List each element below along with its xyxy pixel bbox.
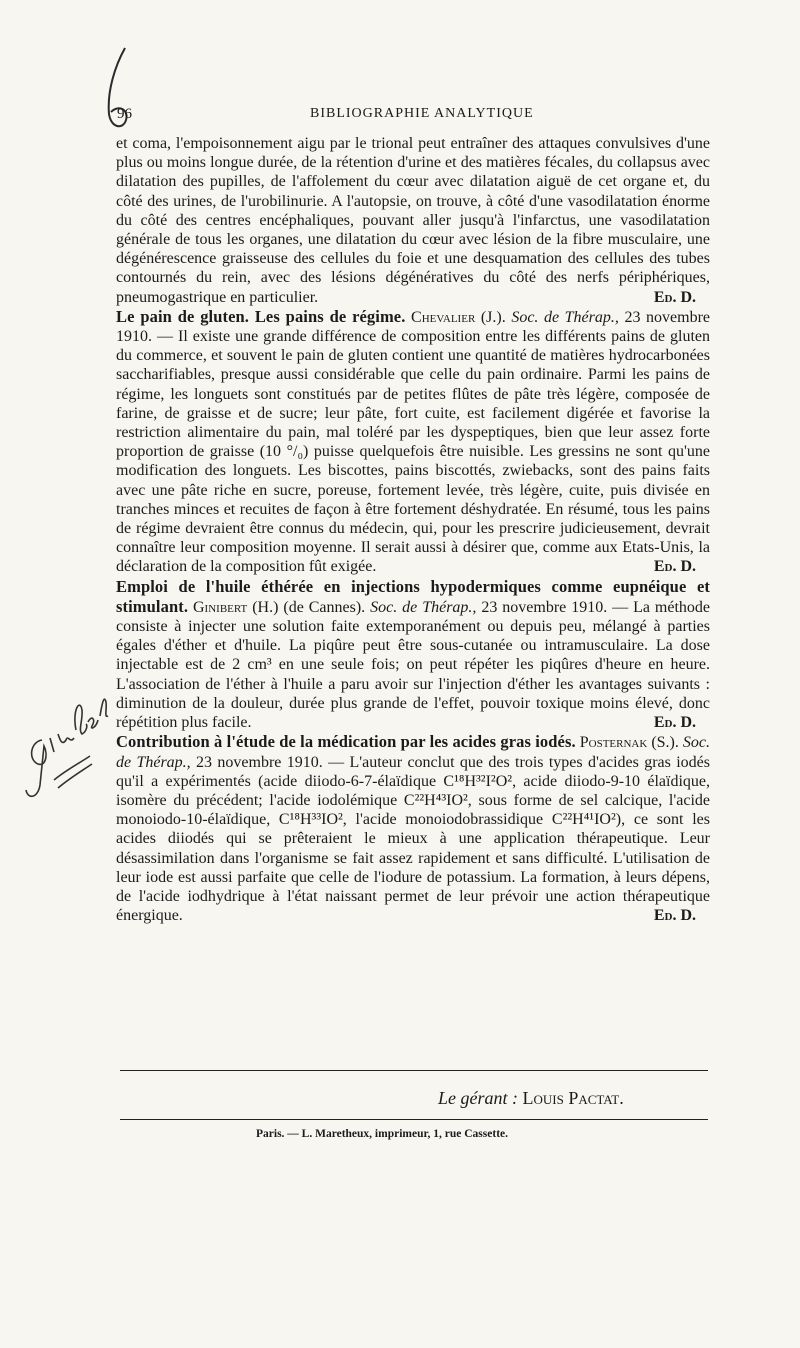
article-text: — La méthode consiste à injecter une solution faite extemporanément ou depuis peu, mélangé à parties égales d'éther et d'huile. La piqûre peut être sous-cutanée ou intramusculaire. La dose injectable est de 2 cm³ en une seule fois; on peut répéter les piqûres d'heure en heure. L'association de l'éther à l'huile a paru avoir sur l'injection d'éther les avantages suivants : diminution de la douleur, durée plus grande de l'effet, pouvoir toxique moins élevé, donc répétition plus facile. xyxy=(116,598,710,732)
article-place: (de Cannes). xyxy=(283,598,366,616)
divider-rule xyxy=(120,1119,708,1120)
article-text: — L'auteur conclut que des trois types d'acides gras iodés qu'il a expérimentés (acide diiodo-6-7-élaïdique C¹⁸H³²I²O², acide diiodo-9-10 élaïdique, isomère du précédent; l'acide iodolémique C²²H⁴³IO², sous forme de sel calcique, l'acide monoiodo-10-élaïdique, C¹⁸H³³IO², l'acide monoiodobrassidique C²²H⁴¹IO²), ce sont les acides diiodés qui se prêteraient le mieux à une application thérapeutique. Leur désassimilation dans l'organisme se fait assez rapidement et sans difficulté. L'utilisation de leur iode est aussi parfaite que celle de l'iodure de potassium. La formation, à leurs dépens, de l'acide iodhydrique à l'état naissant permet de leur prévoir une action thérapeutique énergique. xyxy=(116,753,710,925)
manager-signature xyxy=(438,1088,624,1109)
article-journal: Soc. de Thérap., xyxy=(116,734,711,771)
article-title: Contribution à l'étude de la médication par les acides gras iodés. xyxy=(116,732,576,752)
article-signature: Ed. D. xyxy=(653,558,696,576)
article-journal: Soc. de Thérap., xyxy=(370,598,477,616)
article-text: et coma, l'empoisonnement aigu par le trional peut entraîner des attaques convulsives d'une plus ou moins longue durée, de la rétention d'urine et des matières fécales, du collapsus avec dilatation des pupilles, de l'affolement du cœur avec dilatation aiguë de cet organe et, du côté des urines, de l'urobilinurie. A l'autopsie, on trouve, à côté d'une vasodilatation énorme du côté des centres encéphaliques, pouvant aller jusqu'à l'infarctus, une vasodilatation générale de tous les organes, une dilatation du cœur avec lésion de la fibre musculaire, une dégénérescence graisseuse des cellules du foie et une desquamation des cellules des tubes contournés du rein, avec des lésions dégénératives du côté des nerfs périphériques, pneumogastrique en particulier. xyxy=(116,135,710,306)
article-journal: Soc. de Thérap., xyxy=(511,308,619,326)
article-title: Le pain de gluten. Les pains de régime. xyxy=(116,306,406,326)
handwritten-margin-note xyxy=(20,690,110,810)
page-number: 96 xyxy=(117,106,132,122)
article-signature: Ed. D. xyxy=(653,288,696,306)
page-body xyxy=(116,134,710,925)
manager-name: Louis Pactat. xyxy=(522,1088,624,1108)
article-author: Ginibert (H.) xyxy=(193,598,279,616)
manager-label: Le gérant : xyxy=(438,1088,518,1108)
article-date: 23 novembre 1910. xyxy=(116,308,711,346)
article-date: 23 novembre 1910. xyxy=(481,598,608,616)
running-head: BIBLIOGRAPHIE ANALYTIQUE xyxy=(310,106,534,121)
article-continuation xyxy=(116,134,710,307)
article-author: Posternak (S.). xyxy=(579,734,679,752)
article-title: Emploi de l'huile éthérée en injections hypodermiques comme eupnéique et stimulant. xyxy=(116,576,710,616)
article-date: 23 novembre 1910. xyxy=(196,753,323,771)
divider-rule xyxy=(120,1070,708,1071)
article-acides-gras-iodes xyxy=(116,732,710,925)
article-huile-etheree xyxy=(116,577,710,733)
article-author: Chevalier (J.). xyxy=(411,308,506,326)
article-text: — Il existe une grande différence de composition entre les différents pains de gluten du commerce, et souvent le pain de gluten contient une quantité de matières hydrocarbonées saccharifiables, presque aussi considérable que celle du pain ordinaire. Parmi les pains de régime, les longuets sont constitués par de petites flûtes de pâte très légère, composée de farine, de graisse et de sucre; leur pâte, fort cuite, est facilement digérée et favorise la restriction alimentaire du pain, mal toléré par les dyspeptiques, bien que leur assez forte proportion de graisse (10 °/₀) puisse quelquefois être nuisible. Les gressins ne sont qu'une modification des longuets. Les biscottes, pains biscottés, zwiebacks, sont des pains faits avec une pâte riche en sucre, poreuse, fortement levée, très légère, cuite, puis divisée en tranches minces et recuites de façon à être fortement déshydratée. En résumé, tous les pains de régime devraient être connus du médecin, qui, pour les prescrire judicieusement, devrait connaître leur composition moyenne. Il serait aussi à désirer que, comme aux Etats-Unis, la déclaration de la composition fût exigée. xyxy=(116,328,711,576)
article-pain-de-gluten xyxy=(116,307,710,577)
article-signature: Ed. D. xyxy=(653,907,696,925)
article-signature: Ed. D. xyxy=(653,714,696,732)
printer-imprint: Paris. — L. Maretheux, imprimeur, 1, rue Cassette. xyxy=(256,1128,509,1140)
